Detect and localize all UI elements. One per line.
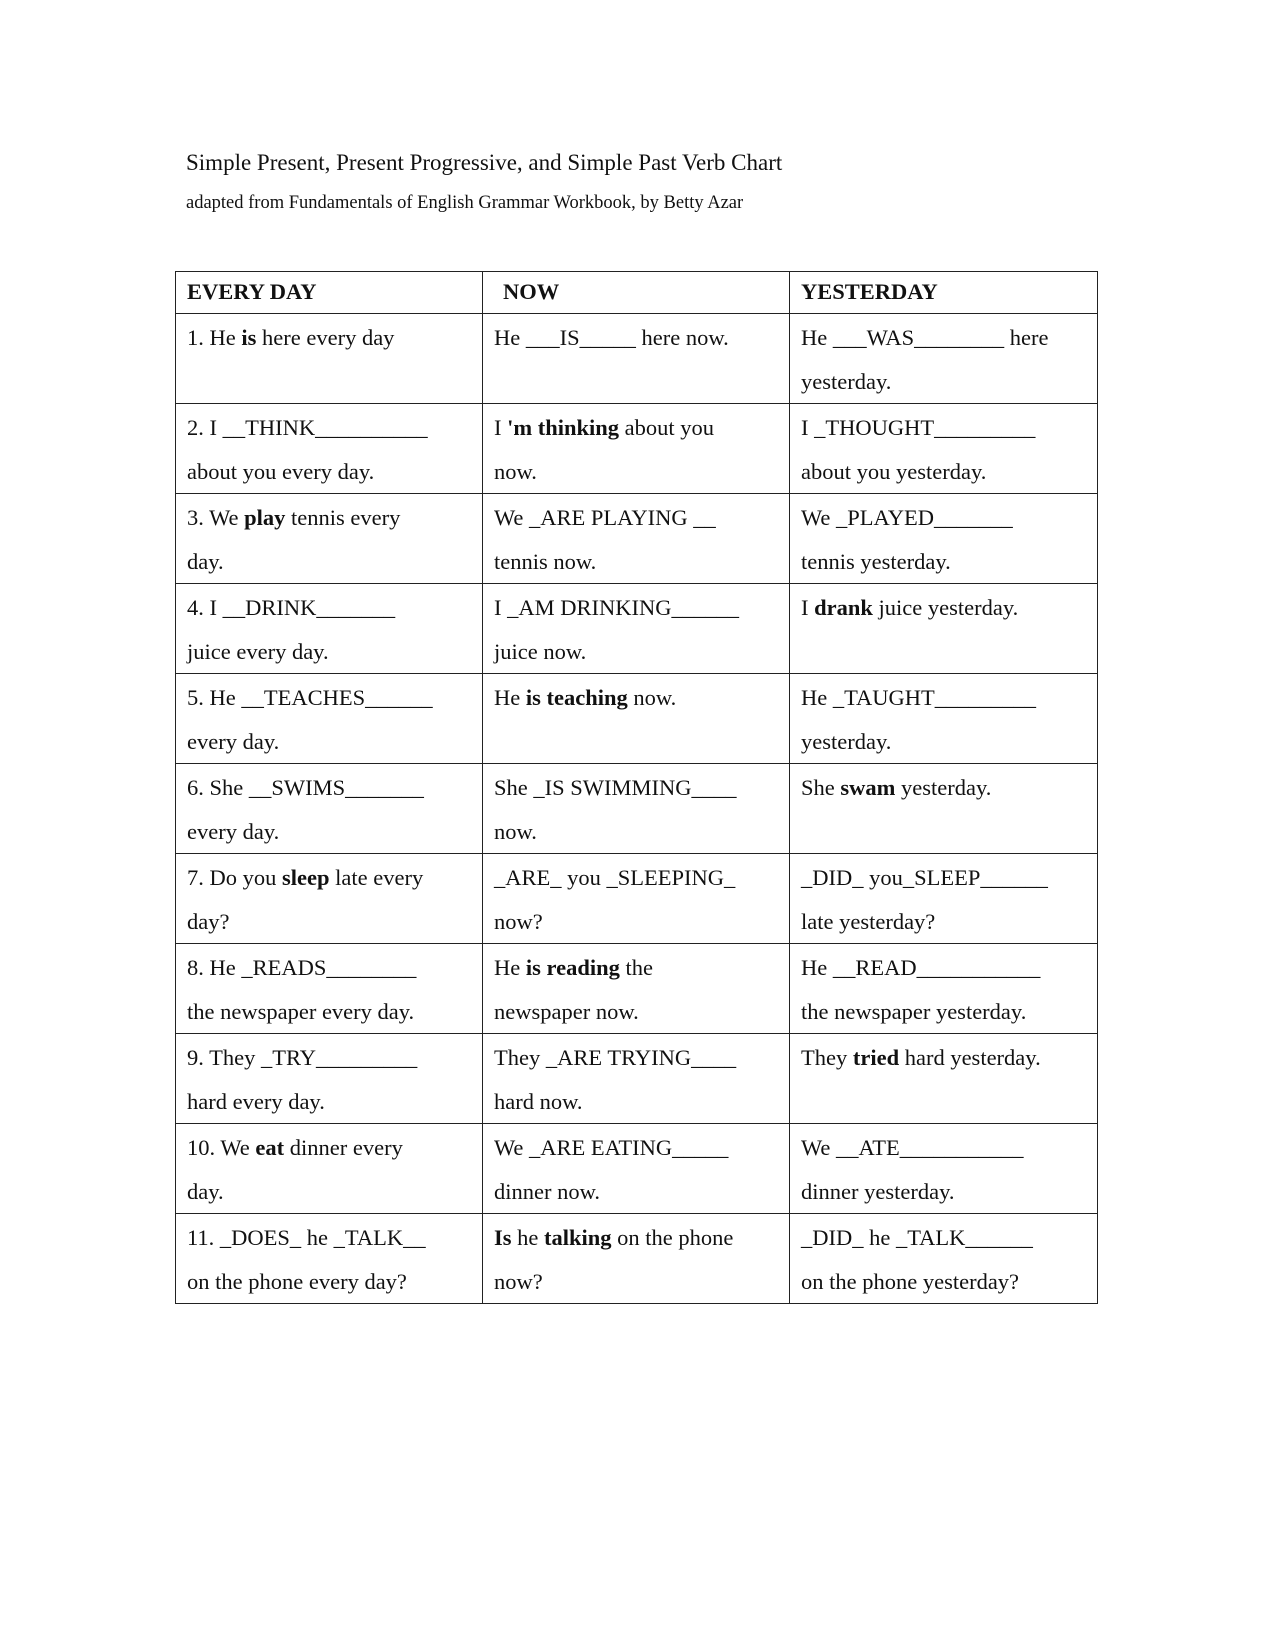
header-yesterday: YESTERDAY <box>790 272 1098 314</box>
cell-line <box>801 1216 1087 1260</box>
cell-text: about you every day. <box>187 458 375 484</box>
table-cell-now <box>483 314 790 404</box>
cell-text: late yesterday? <box>801 908 936 934</box>
cell-line <box>187 990 472 1034</box>
table-cell-now <box>483 404 790 494</box>
cell-line <box>187 856 472 900</box>
cell-line <box>801 1260 1087 1304</box>
cell-text: We __ATE___________ <box>801 1135 1024 1160</box>
cell-line <box>494 540 779 584</box>
header-now: NOW <box>483 272 790 314</box>
cell-text: I <box>801 595 815 620</box>
cell-text: yesterday. <box>801 368 892 394</box>
cell-line <box>494 676 779 720</box>
cell-text: 2. I __THINK__________ <box>187 415 428 440</box>
cell-line <box>801 766 1087 810</box>
bold-verb: is reading <box>525 955 620 980</box>
cell-line <box>187 586 472 630</box>
cell-line <box>494 1080 779 1124</box>
table-row <box>176 1124 1098 1214</box>
table-row <box>176 404 1098 494</box>
table-row <box>176 314 1098 404</box>
table-row <box>176 1034 1098 1124</box>
table-body <box>176 314 1098 1304</box>
bold-verb: is teaching <box>525 685 628 710</box>
bold-verb: tried <box>852 1045 900 1070</box>
cell-text: about you <box>619 415 715 440</box>
cell-text: They <box>801 1045 853 1070</box>
cell-text: He <box>494 685 526 710</box>
cell-line <box>494 496 779 540</box>
table-cell-every-day <box>176 854 483 944</box>
cell-line <box>187 1170 472 1214</box>
cell-line <box>801 856 1087 900</box>
cell-text: now. <box>627 685 677 710</box>
cell-text: 6. She __SWIMS_______ <box>187 775 424 800</box>
cell-text: dinner now. <box>494 1178 601 1204</box>
cell-text: now? <box>494 908 543 934</box>
cell-text: every day. <box>187 728 280 754</box>
cell-line <box>801 1036 1087 1080</box>
cell-text: He _TAUGHT_________ <box>801 685 1037 710</box>
cell-line <box>494 946 779 990</box>
cell-line <box>494 586 779 630</box>
bold-verb: play <box>244 505 286 530</box>
table-cell-now <box>483 674 790 764</box>
table-cell-yesterday <box>790 944 1098 1034</box>
cell-text: dinner yesterday. <box>801 1178 955 1204</box>
cell-text: We _ARE EATING_____ <box>494 1135 729 1160</box>
cell-line <box>187 766 472 810</box>
cell-text: 5. He __TEACHES______ <box>187 685 433 710</box>
bold-verb: is <box>241 325 257 350</box>
cell-line <box>187 450 472 494</box>
cell-line <box>494 810 779 854</box>
table-cell-now <box>483 584 790 674</box>
cell-text: 7. Do you <box>187 865 282 890</box>
bold-verb: talking <box>544 1225 612 1250</box>
cell-text: We _ARE PLAYING __ <box>494 505 716 530</box>
cell-text: juice now. <box>494 638 587 664</box>
table-cell-every-day <box>176 494 483 584</box>
cell-line <box>187 1036 472 1080</box>
cell-line <box>187 406 472 450</box>
cell-text: He <box>494 955 526 980</box>
cell-text: 3. We <box>187 505 245 530</box>
cell-line <box>801 990 1087 1034</box>
cell-line <box>494 900 779 944</box>
cell-text: yesterday. <box>895 775 992 800</box>
cell-line <box>801 540 1087 584</box>
table-cell-every-day <box>176 1034 483 1124</box>
cell-text: _DID_ you_SLEEP______ <box>801 865 1048 890</box>
cell-text: He ___WAS________ here <box>801 325 1049 350</box>
cell-text: day. <box>187 1178 224 1204</box>
table-header-row <box>176 272 1098 314</box>
cell-line <box>187 1216 472 1260</box>
table-cell-yesterday <box>790 404 1098 494</box>
cell-line <box>801 676 1087 720</box>
table-cell-every-day <box>176 404 483 494</box>
cell-text: I _AM DRINKING______ <box>494 595 739 620</box>
table-row <box>176 764 1098 854</box>
table-cell-every-day <box>176 314 483 404</box>
cell-text: on the phone yesterday? <box>801 1268 1020 1294</box>
cell-text: he <box>511 1225 545 1250</box>
table-cell-yesterday <box>790 674 1098 764</box>
table-cell-now <box>483 944 790 1034</box>
cell-line <box>187 496 472 540</box>
cell-text: hard yesterday. <box>899 1045 1041 1070</box>
table-cell-every-day <box>176 764 483 854</box>
cell-text: 11. _DOES_ he _TALK__ <box>187 1225 426 1250</box>
header-every-day: EVERY DAY <box>176 272 483 314</box>
bold-verb: 'm thinking <box>507 415 620 440</box>
cell-text: dinner every <box>284 1135 403 1160</box>
cell-line <box>187 720 472 764</box>
cell-line <box>801 450 1087 494</box>
cell-text: late every <box>329 865 424 890</box>
cell-line <box>187 540 472 584</box>
cell-text: here every day <box>256 325 395 350</box>
cell-line <box>801 316 1087 360</box>
cell-text: yesterday. <box>801 728 892 754</box>
table-cell-yesterday <box>790 494 1098 584</box>
cell-text: now. <box>494 818 537 844</box>
cell-text: about you yesterday. <box>801 458 987 484</box>
page-title: Simple Present, Present Progressive, and Simple Past Verb Chart <box>186 150 783 175</box>
cell-text: on the phone every day? <box>187 1268 407 1294</box>
cell-text: I <box>494 415 508 440</box>
table-cell-yesterday <box>790 584 1098 674</box>
cell-line <box>494 766 779 810</box>
table-cell-now <box>483 854 790 944</box>
cell-line <box>801 496 1087 540</box>
cell-line <box>801 1170 1087 1214</box>
cell-line <box>494 1126 779 1170</box>
table-cell-every-day <box>176 674 483 764</box>
table-cell-every-day <box>176 1124 483 1214</box>
cell-line <box>494 406 779 450</box>
table-cell-every-day <box>176 1214 483 1304</box>
bold-verb: drank <box>814 595 873 620</box>
cell-line <box>494 450 779 494</box>
verb-chart-table <box>175 271 1098 1304</box>
cell-text: the newspaper yesterday. <box>801 998 1027 1024</box>
cell-line <box>187 676 472 720</box>
table-row <box>176 494 1098 584</box>
cell-text: tennis now. <box>494 548 597 574</box>
cell-line <box>187 1080 472 1124</box>
cell-text: 8. He _READS________ <box>187 955 417 980</box>
cell-line <box>801 720 1087 764</box>
cell-text: now. <box>494 458 537 484</box>
cell-text: on the phone <box>611 1225 734 1250</box>
table-row <box>176 854 1098 944</box>
cell-text: She _IS SWIMMING____ <box>494 775 737 800</box>
cell-text: the newspaper every day. <box>187 998 415 1024</box>
cell-line <box>494 1216 779 1260</box>
cell-line <box>187 630 472 674</box>
cell-line <box>187 1126 472 1170</box>
cell-text: 1. He <box>187 325 242 350</box>
cell-text: She <box>801 775 841 800</box>
cell-line <box>187 316 472 360</box>
bold-verb: sleep <box>282 865 330 890</box>
cell-text: I _THOUGHT_________ <box>801 415 1036 440</box>
table-row <box>176 584 1098 674</box>
cell-text: _ARE_ you _SLEEPING_ <box>494 865 736 890</box>
table-cell-now <box>483 764 790 854</box>
cell-line <box>187 1260 472 1304</box>
cell-line <box>801 586 1087 630</box>
table-cell-yesterday <box>790 314 1098 404</box>
cell-line <box>801 900 1087 944</box>
cell-text: now? <box>494 1268 543 1294</box>
cell-line <box>494 990 779 1034</box>
cell-line <box>494 856 779 900</box>
table-cell-now <box>483 1124 790 1214</box>
cell-line <box>801 1126 1087 1170</box>
bold-verb: Is <box>494 1225 512 1250</box>
table-cell-yesterday <box>790 1034 1098 1124</box>
cell-text: the <box>619 955 653 980</box>
cell-text: tennis yesterday. <box>801 548 951 574</box>
cell-text: They _ARE TRYING____ <box>494 1045 737 1070</box>
table-cell-yesterday <box>790 1214 1098 1304</box>
table-row <box>176 944 1098 1034</box>
cell-text: He __READ___________ <box>801 955 1041 980</box>
table-cell-now <box>483 1034 790 1124</box>
table-cell-yesterday <box>790 1124 1098 1214</box>
cell-text: 10. We <box>187 1135 256 1160</box>
page-subtitle: adapted from Fundamentals of English Grammar Workbook, by Betty Azar <box>186 193 744 213</box>
cell-line <box>494 1260 779 1304</box>
cell-text: 4. I __DRINK_______ <box>187 595 396 620</box>
cell-text: 9. They _TRY_________ <box>187 1045 418 1070</box>
cell-line <box>494 316 779 360</box>
cell-text: He ___IS_____ here now. <box>494 325 729 350</box>
cell-line <box>187 810 472 854</box>
bold-verb: swam <box>840 775 896 800</box>
cell-text: hard every day. <box>187 1088 325 1114</box>
cell-line <box>187 946 472 990</box>
cell-line <box>494 1036 779 1080</box>
cell-text: _DID_ he _TALK______ <box>801 1225 1033 1250</box>
cell-text: every day. <box>187 818 280 844</box>
cell-line <box>494 1170 779 1214</box>
table-row <box>176 674 1098 764</box>
table-cell-every-day <box>176 584 483 674</box>
cell-line <box>801 406 1087 450</box>
table-cell-now <box>483 494 790 584</box>
cell-line <box>187 900 472 944</box>
cell-text: day. <box>187 548 224 574</box>
cell-text: newspaper now. <box>494 998 639 1024</box>
table-row <box>176 1214 1098 1304</box>
table-cell-yesterday <box>790 854 1098 944</box>
cell-text: juice every day. <box>187 638 329 664</box>
bold-verb: eat <box>255 1135 285 1160</box>
table-cell-yesterday <box>790 764 1098 854</box>
cell-text: We _PLAYED_______ <box>801 505 1013 530</box>
cell-text: hard now. <box>494 1088 583 1114</box>
table-cell-every-day <box>176 944 483 1034</box>
cell-text: tennis every <box>285 505 401 530</box>
cell-line <box>494 630 779 674</box>
table-cell-now <box>483 1214 790 1304</box>
cell-text: juice yesterday. <box>872 595 1019 620</box>
cell-line <box>801 360 1087 404</box>
cell-line <box>801 946 1087 990</box>
cell-text: day? <box>187 908 230 934</box>
